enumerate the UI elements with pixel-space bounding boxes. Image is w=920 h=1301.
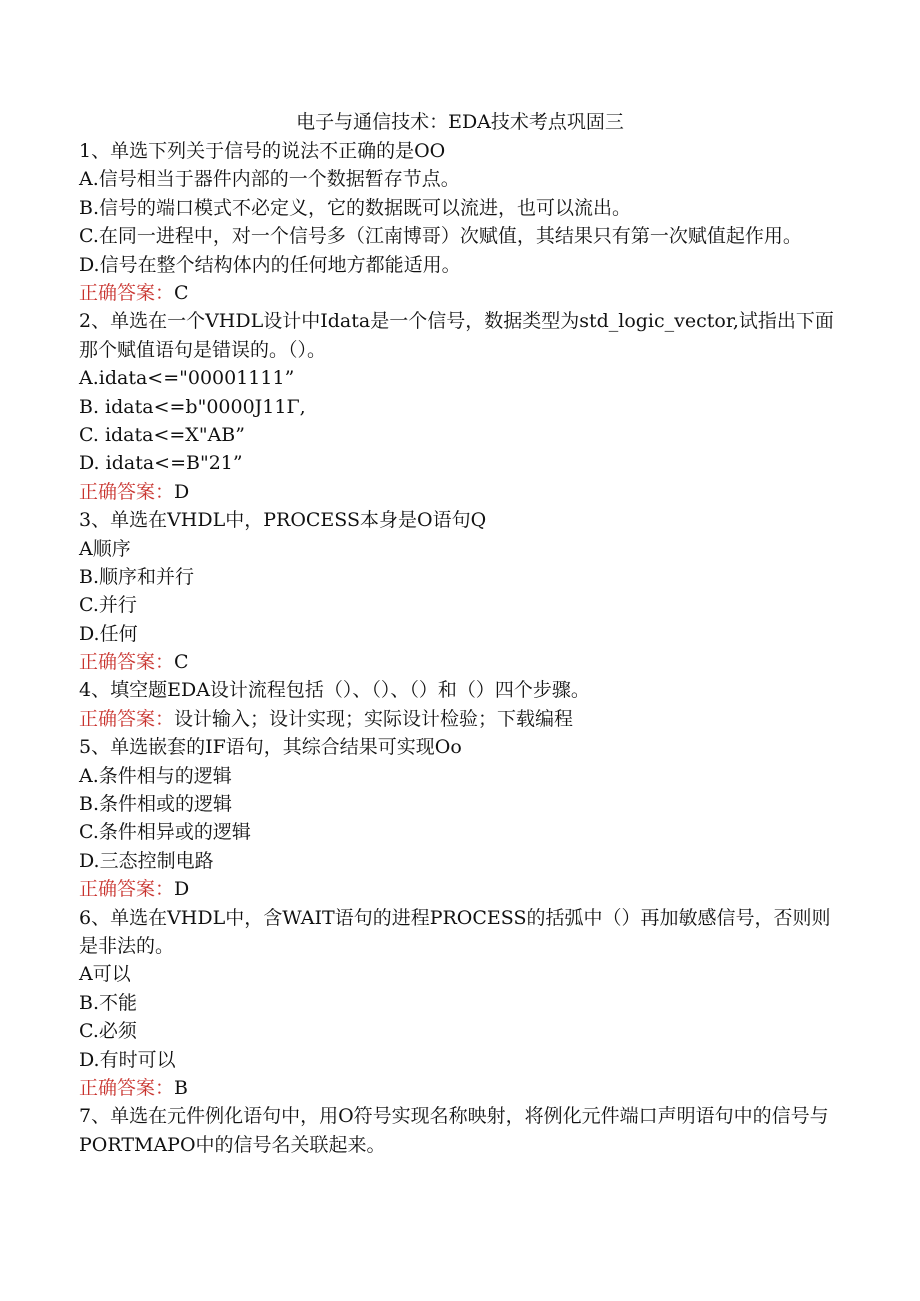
answer-label: 正确答案： — [79, 281, 175, 304]
option-c: C.并行 — [79, 594, 137, 617]
question-stem: 6、单选在VHDL中，含WAIT语句的进程PROCESS的括弧中（）再加敏感信号，否则则是非法的。 — [79, 906, 831, 957]
option-b: B.不能 — [79, 991, 138, 1014]
answer-label: 正确答案： — [79, 1076, 175, 1099]
question-6 — [79, 904, 839, 1103]
question-2 — [79, 307, 839, 506]
option-d: D. idata<=B"21” — [79, 452, 243, 475]
option-a: A.条件相与的逻辑 — [79, 764, 232, 787]
answer-value: 设计输入；设计实现；实际设计检验；下载编程 — [174, 707, 574, 730]
option-c: C.条件相异或的逻辑 — [79, 821, 251, 844]
question-stem: 5、单选嵌套的IF语句，其综合结果可实现Oo — [79, 736, 462, 759]
question-stem: 2、单选在一个VHDL设计中Idata是一个信号，数据类型为std_logic_vector,试指出下面那个赋值语句是错误的。（）。 — [79, 310, 834, 361]
option-c: C.必须 — [79, 1020, 137, 1043]
option-d: D.信号在整个结构体内的任何地方都能适用。 — [79, 253, 461, 276]
answer — [79, 279, 839, 307]
option-b: B. idata<=b"0000J11Γ, — [79, 395, 306, 418]
question-5 — [79, 733, 839, 903]
answer-value: C — [174, 651, 189, 674]
question-3 — [79, 506, 839, 676]
option-b: B.顺序和并行 — [79, 565, 195, 588]
option-c: C.在同一进程中，对一个信号多（江南博哥）次赋值，其结果只有第一次赋值起作用。 — [79, 225, 802, 248]
question-1 — [79, 137, 839, 307]
option-d: D.有时可以 — [79, 1048, 176, 1071]
option-a: A可以 — [79, 963, 131, 986]
question-4 — [79, 676, 839, 733]
option-d: D.三态控制电路 — [79, 849, 214, 872]
answer — [79, 1074, 839, 1102]
answer-label: 正确答案： — [79, 707, 175, 730]
option-a: A顺序 — [79, 537, 131, 560]
question-stem: 3、单选在VHDL中，PROCESS本身是O语句Q — [79, 509, 487, 532]
answer — [79, 648, 839, 676]
option-b: B.条件相或的逻辑 — [79, 793, 233, 816]
question-stem: 4、填空题EDA设计流程包括（）、（）、（）和（）四个步骤。 — [79, 679, 590, 702]
answer-value: C — [174, 281, 189, 304]
answer-value: D — [174, 878, 190, 901]
answer — [79, 478, 839, 506]
option-a: A.信号相当于器件内部的一个数据暂存节点。 — [79, 168, 460, 191]
option-a: A.idata<="00001111” — [79, 367, 295, 390]
option-b: B.信号的端口模式不必定义，它的数据既可以流进，也可以流出。 — [79, 196, 632, 219]
answer-label: 正确答案： — [79, 651, 175, 674]
answer — [79, 705, 839, 733]
answer-value: B — [174, 1076, 188, 1099]
answer-value: D — [174, 480, 190, 503]
document-title: 电子与通信技术：EDA技术考点巩固三 — [296, 111, 624, 133]
option-c: C. idata<=X"AB” — [79, 423, 245, 446]
answer — [79, 875, 839, 903]
question-7 — [79, 1102, 839, 1159]
question-stem: 1、单选下列关于信号的说法不正确的是OO — [79, 140, 446, 162]
answer-label: 正确答案： — [79, 480, 175, 503]
question-stem: 7、单选在元件例化语句中，用O符号实现名称映射，将例化元件端口声明语句中的信号与PORTMAPO中的信号名关联起来。 — [79, 1105, 829, 1156]
option-d: D.任何 — [79, 622, 138, 645]
answer-label: 正确答案： — [79, 878, 175, 901]
document-content — [79, 137, 839, 1159]
